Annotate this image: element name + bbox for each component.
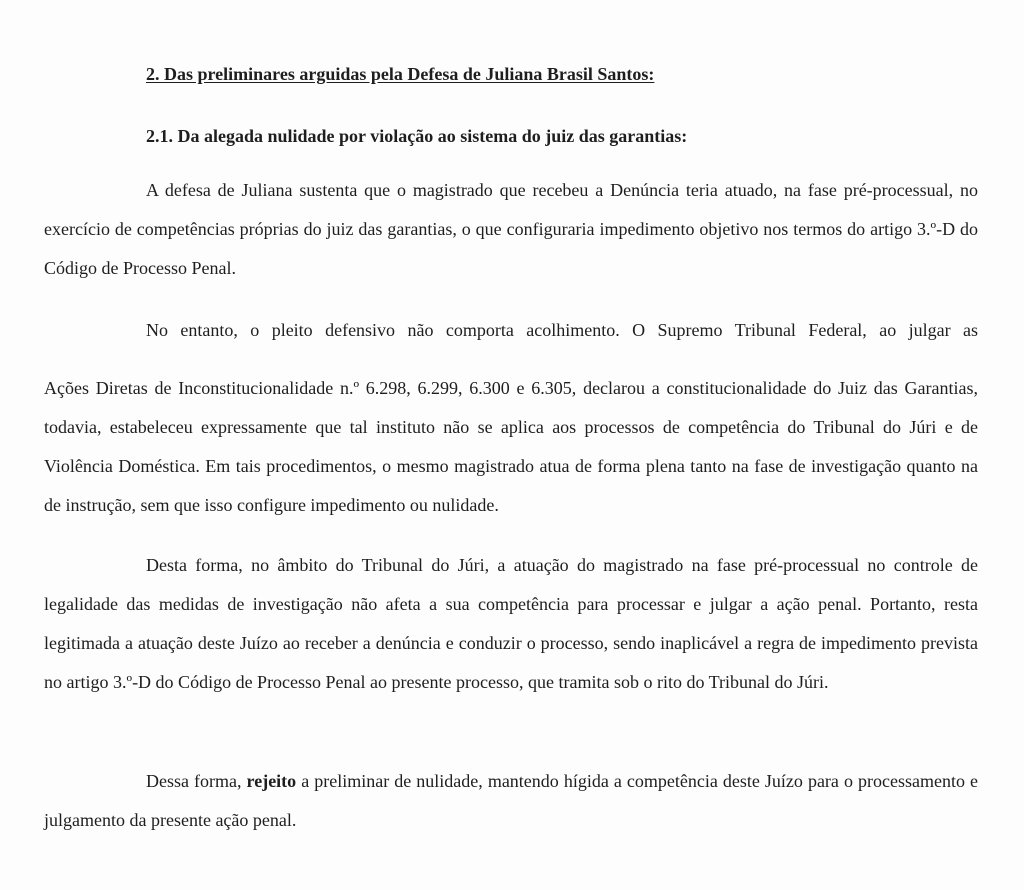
paragraph-rebuttal-continuation: Ações Diretas de Inconstitucionalidade n.º 6.298, 6.299, 6.300 e 6.305, declarou a constitucionalidade do Juiz das Garantias, todavia, estabeleceu expressamente que tal instituto não se aplica aos processos de competência do Tribunal do Júri e de Violência Doméstica. Em tais procedimentos, o mesmo magistrado atua de forma plena tanto na fase de investigação quanto na de instrução, sem que isso configure impedimento ou nulidade. <box>44 378 978 515</box>
section-heading: 2. Das preliminares arguidas pela Defesa de Juliana Brasil Santos: <box>146 64 655 84</box>
decision-text-start: Dessa forma, <box>146 771 247 791</box>
subsection-heading: 2.1. Da alegada nulidade por violação ao sistema do juiz das garantias: <box>146 126 688 146</box>
decision-text-end: a preliminar de nulidade, mantendo hígida a competência deste Juízo para o processamento e julgamento da presente ação penal. <box>44 771 978 830</box>
paragraph-rebuttal-first-line: No entanto, o pleito defensivo não comporta acolhimento. O Supremo Tribunal Federal, ao julgar as <box>146 320 978 340</box>
paragraph-defense-claim: A defesa de Juliana sustenta que o magistrado que recebeu a Denúncia teria atuado, na fase pré-processual, no exercício de competências próprias do juiz das garantias, o que configuraria impedimento objetivo nos termos do artigo 3.º-D do Código de Processo Penal. <box>44 180 978 278</box>
paragraph-decision <box>44 762 978 840</box>
decision-keyword: rejeito <box>246 771 297 791</box>
paragraph-jury-court-reasoning: Desta forma, no âmbito do Tribunal do Júri, a atuação do magistrado na fase pré-processual no controle de legalidade das medidas de investigação não afeta a sua competência para processar e julgar a ação penal. Portanto, resta legitimada a atuação deste Juízo ao receber a denúncia e conduzir o processo, sendo inaplicável a regra de impedimento prevista no artigo 3.º-D do Código de Processo Penal ao presente processo, que tramita sob o rito do Tribunal do Júri. <box>44 555 978 692</box>
